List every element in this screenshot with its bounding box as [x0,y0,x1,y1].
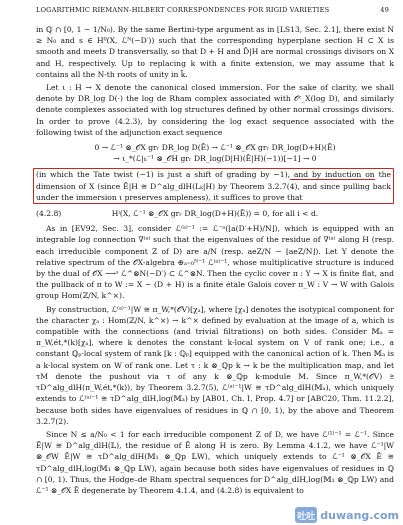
paragraph-immersion: Let ι : H → X denote the canonical closed immersion. For the sake of clarity, we shall denote by DR_log D(·) the log de Rham complex associated with 𝒪ᶜ_X(log D), and similarly denote complexes associated with log structures defined by other normal crossings divisors. In order to prove (4.2.3), by considering the log exact sequence associated with the following twist of the adjunction exact sequence [36,83,394,137]
highlighted-passage [33,168,394,204]
paragraph-bertini: in ℚ ∩ [0, 1 − 1/N₀). By the same Bertini-type argument as in [LS13, Sec. 2.1], there exist N ≥ N₀ and s ∈ H⁰(X, ℒᴺ(−D′)) such that the corresponding hyperplane section H ⊂ X is smooth and meets D transversally, so that D + H and D̄|H are normal crossings divisors on X and H, respectively. Up to replacing k with a finite extension, we may assume that k contains all the N-th roots of unity in k̄. [36,25,394,79]
paragraph-cyclic-cover: As in [EV92, Sec. 3], consider ℒ⁽ᵃ⁾⁻¹ := ℒ⁻ᵃ(⌊a(D′+H)/N⌋), which is equipped with an integrable log connection ∇⁽ᵃ⁾ such that the eigenvalues of the residue of ∇⁽ᵃ⁾ along H (resp. each irreducible component Z of D) are a/N (resp. aeZ/N − ⌊aeZ/N⌋). Let Y denote the relative spectrum of the 𝒪X-algebra ⊕ₐ₌₀ᴺ⁻¹ ℒ⁽ᵃ⁾⁻¹, whose multiplicative structure is induced by the dual of 𝒪X ⟶ˢ ℒ^⊗N(−D′) ⊂ ℒ^⊗N. Then the cyclic cover π : Y → X is finite flat, and the pullback of π to W := X − (D + H) is a finite étale Galois cover π_W : V → W with Galois group Hom(ℤ/N, k^×). [36,224,394,301]
underlined-phrase: and by induction on [289,170,375,180]
equation-4-2-8 [36,208,394,219]
exact-sequence-line-1: 0 → ℒ⁻¹ ⊗_𝒪X grᵣ DR_log D(Ē) → ℒ⁻¹ ⊗_𝒪X grᵣ DR_log(D+H)(Ē) [94,143,336,153]
equation-number: (4.2.8) [36,209,62,219]
site-watermark [295,507,399,523]
equation-body: Hⁱ(X, ℒ⁻¹ ⊗_𝒪X grᵣ DR_log(D+H)(Ē)) = 0, for all i < d. [111,209,319,219]
exact-sequence-line-2: → ι_*(ℒ|ₕ⁻¹ ⊗_𝒪H grᵣ DR_log(D|H)(Ē|H)(−1))[−1] → 0 [113,154,317,164]
induction-remark: the dimension of X (since Ē|H ≅ D^alg_dlH(Lₖ|H) by Theorem 3.2.7(4), and since pulling back under the immersion ι preserves ampleness), it suffices to prove that [36,170,391,202]
body-text [36,24,394,498]
running-title: LOGARITHMIC RIEMANN-HILBERT CORRESPONDENCES FOR RIGID VARIETIES [36,6,330,14]
paragraph-residue: Since N ≤ a/N₀ < 1 for each irreducible component Z of D, we have ℒ⁽¹⁾⁻¹ = ℒ⁻¹. Since Ē|W ≅ D^alg_dlH(𝕃), the residue of Ē along H is zero. By Lemma 4.1.2, we have ℒ⁻¹|W ⊗_𝒪W Ē|W ≅ τD^alg_dlH(𝕄₁ ⊗_ℚp 𝕃W), which uniquely extends to ℒ⁻¹ ⊗_𝒪X Ē ≅ τD^alg_dlH,log(𝕄₁ ⊗_ℚp 𝕃W), again because both sides have eigenvalues of residues in ℚ ∩ [0, 1). Thus, the Hodge–de Rham spectral sequences for D^alg_dlH,log(𝕄₁ ⊗_ℚp 𝕃W) and ℒ⁻¹ ⊗_𝒪X Ē degenerate by Theorem 4.1.4, and (4.2.8) is equivalent to [36,429,394,495]
tate-twist-remark: (in which the Tate twist (−1) is just a shift of grading by −1), [36,170,290,180]
running-header [36,4,389,18]
watermark-logo-icon: 吐吐 [295,507,317,523]
watermark-site: duwang.com [320,508,399,522]
paragraph-construction: By construction, ℒ⁽ᵃ⁾⁻¹|W ≅ π_W,*(𝒪V)[χₐ], where [χₐ] denotes the isotypical component for the character χₐ : Hom(ℤ/N, k^×) → k^× defined by evaluation at the image of a, which is compatible with the connections (and trivial filtrations) on both sides. Consider 𝕄ₐ = π_W,ét,*(k)[χₐ], where k denotes the constant k-local system on V of rank one; i.e., a constant ℚₚ-local system of rank [k : ℚₚ] equipped with the canonical action of k. Then 𝕄ₐ is a k-local system on W of rank one. Let τ : k ⊗_ℚp k → k be the multiplication map, and let τM denote the pushout via τ of any k ⊗_ℚp k-module M. Since π_W,*(𝒪V) ≅ τD^alg_dlH(π_W,ét,*(k)), by Theorem 3.2.7(5), ℒ⁽ᵃ⁾⁻¹|W ≅ τD^alg_dlH(𝕄ₐ), which uniquely extends to ℒ⁽ᵃ⁾⁻¹ ≅ τD^alg_dlH,log(𝕄ₐ) by [AB01, Ch. I, Prop. 4.7] or [ABC20, Thm. 11.2.2], because both sides have eigenvalues of residues in ℚ ∩ [0, 1), by the above and Theorem 3.2.7(2). [36,304,394,426]
page-number: 49 [380,6,389,14]
display-exact-sequence [36,142,394,164]
